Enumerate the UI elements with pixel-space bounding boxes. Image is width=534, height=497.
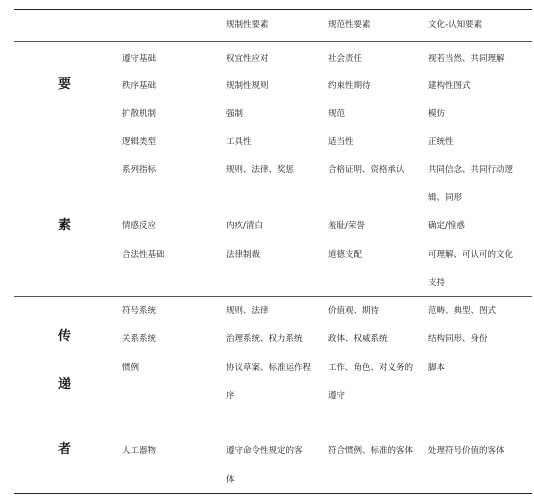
cell-normative: 道德支配 [328,250,363,260]
section-carriers-char-2: 递 [58,377,72,392]
cell-regulative: 内疚/清白 [226,221,263,231]
cell-cultural-line-2: 支持 [428,278,446,288]
row-label: 符号系统 [122,306,157,316]
section-divider-rule [14,296,532,297]
row-label: 逻辑类型 [122,137,157,147]
cell-normative: 符合惯例、标准的客体 [328,446,414,456]
cell-regulative-line-2: 体 [226,475,235,485]
cell-cultural-line-2: 辑、同形 [428,193,463,203]
cell-cultural: 处理符号价值的客体 [428,446,505,456]
header-regulative: 规制性要素 [226,20,269,30]
row-label: 合法性基础 [122,250,165,260]
section-carriers-char-3: 者 [58,442,72,457]
cell-normative-line-2: 遵守 [328,391,346,401]
cell-normative: 社会责任 [328,54,363,64]
cell-cultural: 结构同形、身份 [428,334,488,344]
row-label: 情感反应 [122,221,157,231]
table-top-rule [14,9,532,10]
section-elements-char-2: 素 [58,218,72,233]
cell-normative: 政体、权威系统 [328,334,388,344]
cell-cultural: 正统性 [428,137,454,147]
row-label: 扩散机制 [122,109,157,119]
row-label: 秩序基础 [122,81,157,91]
cell-regulative-line-1: 协议草案、标准运作程 [226,363,312,373]
cell-regulative: 规则、法律 [226,306,269,316]
cell-regulative: 规则、法律、奖惩 [226,165,295,175]
cell-normative: 适当性 [328,137,354,147]
cell-normative: 规范 [328,109,346,119]
cell-regulative: 治理系统、权力系统 [226,334,303,344]
cell-cultural: 模仿 [428,109,446,119]
cell-regulative: 强制 [226,109,244,119]
row-label: 惯例 [122,363,140,373]
cell-cultural-line-1: 共同信念、共同行动逻 [428,165,514,175]
cell-regulative: 权宜性应对 [226,54,269,64]
cell-regulative: 工具性 [226,137,252,147]
cell-cultural: 范畴、典型、图式 [428,306,497,316]
cell-cultural: 脚本 [428,363,446,373]
cell-cultural: 建构性图式 [428,81,471,91]
cell-regulative-line-2: 序 [226,391,235,401]
cell-normative-line-1: 工作、角色、对义务的 [328,363,414,373]
cell-normative: 合格证明、资格承认 [328,165,405,175]
cell-normative: 羞耻/荣誉 [328,221,365,231]
table-bottom-rule [14,493,532,494]
row-label: 遵守基础 [122,54,157,64]
cell-regulative: 规制性规则 [226,81,269,91]
cell-regulative: 法律制裁 [226,250,261,260]
header-rule [14,41,532,42]
header-normative: 规范性要素 [328,20,371,30]
cell-regulative-line-1: 遵守命令性规定的客 [226,446,303,456]
row-label: 系列指标 [122,165,157,175]
cell-normative: 约束性期待 [328,81,371,91]
cell-cultural: 视若当然、共同理解 [428,54,505,64]
header-cultural: 文化-认知要素 [428,20,483,30]
row-label: 人工器物 [122,446,157,456]
row-label: 关系系统 [122,334,157,344]
cell-normative: 价值观、期待 [328,306,380,316]
cell-cultural: 确定/惶惑 [428,221,465,231]
section-carriers-char-1: 传 [58,329,72,344]
section-elements-char-1: 要 [58,77,72,92]
cell-cultural-line-1: 可理解、可认可的文化 [428,250,514,260]
